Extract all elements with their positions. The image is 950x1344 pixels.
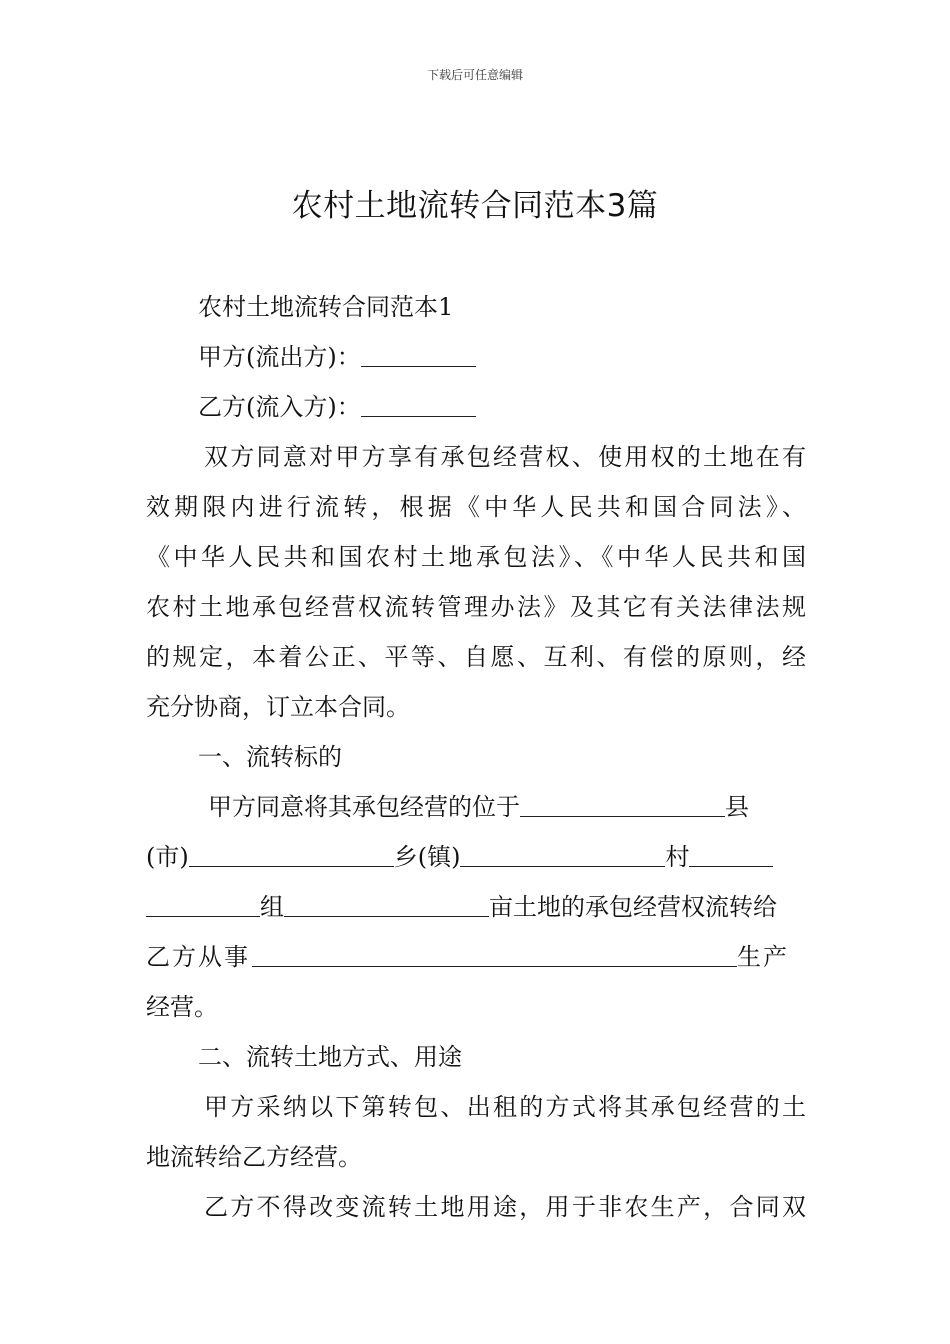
city-blank bbox=[189, 840, 394, 867]
paragraph-line: 的规定，本着公正、平等、自愿、互利、有偿的原则，经 bbox=[146, 643, 806, 671]
village-blank bbox=[689, 840, 773, 867]
text-fragment: 亩土地的承包经营权流转给 bbox=[489, 893, 777, 921]
paragraph-line: 充分协商，订立本合同。 bbox=[146, 693, 410, 721]
paragraph-line: 效期限内进行流转，根据《中华人民共和国合同法》、 bbox=[146, 493, 806, 521]
party-b-line bbox=[146, 382, 806, 432]
party-a-line bbox=[146, 332, 806, 382]
page-header-note: 下载后可任意编辑 bbox=[426, 68, 523, 82]
text-fragment: 组 bbox=[260, 893, 284, 921]
section-1-line-3 bbox=[146, 882, 806, 932]
text-fragment: 乡(镇) bbox=[393, 843, 461, 871]
business-blank bbox=[252, 940, 737, 967]
document-body bbox=[146, 282, 806, 1232]
text-fragment: (市) bbox=[146, 843, 189, 871]
text-fragment: 乙方从事 bbox=[146, 943, 250, 971]
paragraph-line: 经营。 bbox=[146, 993, 218, 1021]
section-1-line-2 bbox=[146, 832, 806, 882]
party-b-label: 乙方(流入方)： bbox=[198, 393, 361, 421]
area-blank bbox=[284, 890, 489, 917]
group-blank bbox=[146, 890, 260, 917]
section-heading-2: 二、流转土地方式、用途 bbox=[198, 1043, 462, 1071]
paragraph-line: 农村土地承包经营权流转管理办法》及其它有关法律法规 bbox=[146, 593, 806, 621]
party-b-blank bbox=[361, 390, 476, 417]
county-blank bbox=[520, 790, 725, 817]
contract-subtitle: 农村土地流转合同范本1 bbox=[198, 293, 454, 321]
party-a-blank bbox=[361, 340, 476, 367]
paragraph-line: 甲方采纳以下第转包、出租的方式将其承包经营的土 bbox=[204, 1093, 806, 1121]
text-fragment: 村 bbox=[665, 843, 690, 871]
section-1-line-4 bbox=[146, 932, 806, 982]
text-fragment: 生产 bbox=[737, 943, 789, 971]
document-title: 农村土地流转合同范本3篇 bbox=[291, 188, 659, 224]
text-fragment: 县 bbox=[725, 793, 749, 821]
paragraph-line: 乙方不得改变流转土地用途，用于非农生产，合同双 bbox=[204, 1193, 806, 1221]
text-fragment: 甲方同意将其承包经营的位于 bbox=[208, 793, 520, 821]
party-a-label: 甲方(流出方)： bbox=[198, 343, 361, 371]
paragraph-line: 地流转给乙方经营。 bbox=[146, 1143, 362, 1171]
section-1-line-1 bbox=[146, 782, 806, 832]
paragraph-line: 双方同意对甲方享有承包经营权、使用权的土地在有 bbox=[204, 443, 806, 471]
paragraph-line: 《中华人民共和国农村土地承包法》、《中华人民共和国 bbox=[146, 543, 806, 571]
township-blank bbox=[460, 840, 665, 867]
section-heading-1: 一、流转标的 bbox=[198, 743, 342, 771]
